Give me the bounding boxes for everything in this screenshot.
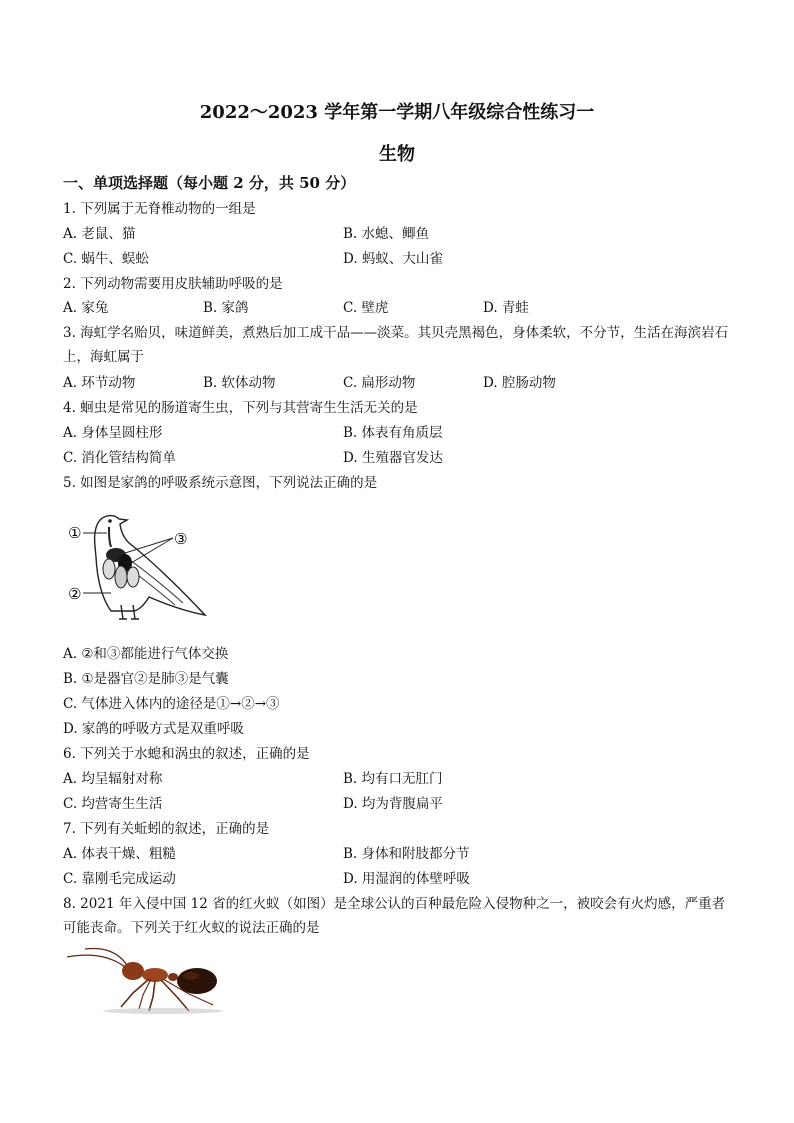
q5-option-c: C. 气体进入体内的途径是①→②→③: [63, 696, 280, 712]
question-4-stem: 4. 蛔虫是常见的肠道寄生虫，下列与其营寄生生活无关的是: [63, 400, 418, 416]
question-5-stem: 5. 如图是家鸽的呼吸系统示意图，下列说法正确的是: [63, 475, 378, 491]
q2-option-c: C. 壁虎: [343, 300, 389, 316]
diagram-label-1: ①: [68, 524, 82, 542]
q3-option-d: D. 腔肠动物: [483, 375, 556, 391]
q5-option-b: B. ①是器官②是肺③是气囊: [63, 671, 229, 687]
q1-option-b: B. 水螅、鲫鱼: [343, 226, 430, 242]
subject-title: 生物: [379, 144, 415, 165]
question-3-stem: 3. 海虹学名贻贝，味道鲜美，煮熟后加工成干品——淡菜。其贝壳黑褐色，身体柔软，不分节，生活在海滨岩石上，海虹属于: [63, 325, 729, 365]
q7-option-b: B. 身体和附肢都分节: [343, 846, 470, 862]
q6-option-d: D. 均为背腹扁平: [343, 796, 443, 812]
q6-option-c: C. 均营寄生生活: [63, 796, 163, 812]
q1-option-d: D. 蚂蚁、大山雀: [343, 251, 443, 267]
q1-option-c: C. 蜗牛、蜈蚣: [63, 251, 149, 267]
q4-option-b: B. 体表有角质层: [343, 425, 443, 441]
q6-option-a: A. 均呈辐射对称: [63, 771, 163, 787]
exam-title: 2022～2023 学年第一学期八年级综合性练习一: [199, 102, 595, 123]
q4-option-a: A. 身体呈圆柱形: [63, 425, 163, 441]
diagram-label-3: ③: [174, 530, 188, 548]
q7-option-d: D. 用湿润的体壁呼吸: [343, 871, 470, 887]
q3-option-a: A. 环节动物: [63, 375, 136, 391]
q7-option-c: C. 靠刚毛完成运动: [63, 871, 176, 887]
question-2-stem: 2. 下列动物需要用皮肤辅助呼吸的是: [63, 276, 283, 292]
q2-option-d: D. 青蛙: [483, 300, 529, 316]
question-1-stem: 1. 下列属于无脊椎动物的一组是: [63, 201, 256, 217]
q2-option-a: A. 家兔: [63, 300, 109, 316]
question-6-stem: 6. 下列关于水螅和涡虫的叙述，正确的是: [63, 746, 310, 762]
q3-option-b: B. 软体动物: [203, 375, 276, 391]
question-7-stem: 7. 下列有关蚯蚓的叙述，正确的是: [63, 821, 270, 837]
q1-option-a: A. 老鼠、猫: [63, 226, 136, 242]
q7-option-a: A. 体表干燥、粗糙: [63, 846, 176, 862]
q2-option-b: B. 家鸽: [203, 300, 249, 316]
q5-option-a: A. ②和③都能进行气体交换: [63, 646, 229, 662]
fire-ant-image: [63, 945, 228, 1015]
q3-option-c: C. 扁形动物: [343, 375, 416, 391]
diagram-label-2: ②: [68, 585, 82, 603]
question-8-stem: 8. 2021 年入侵中国 12 省的红火蚁（如图）是全球公认的百种最危险入侵物种之一，被咬会有火灼感，严重者可能丧命。下列关于红火蚁的说法正确的是: [63, 896, 726, 936]
q4-option-d: D. 生殖器官发达: [343, 450, 443, 466]
q4-option-c: C. 消化管结构简单: [63, 450, 176, 466]
pigeon-respiratory-diagram: [63, 505, 213, 625]
section-heading: 一、单项选择题（每小题 2 分，共 50 分）: [63, 174, 356, 192]
q5-option-d: D. 家鸽的呼吸方式是双重呼吸: [63, 721, 244, 737]
q6-option-b: B. 均有口无肛门: [343, 771, 443, 787]
